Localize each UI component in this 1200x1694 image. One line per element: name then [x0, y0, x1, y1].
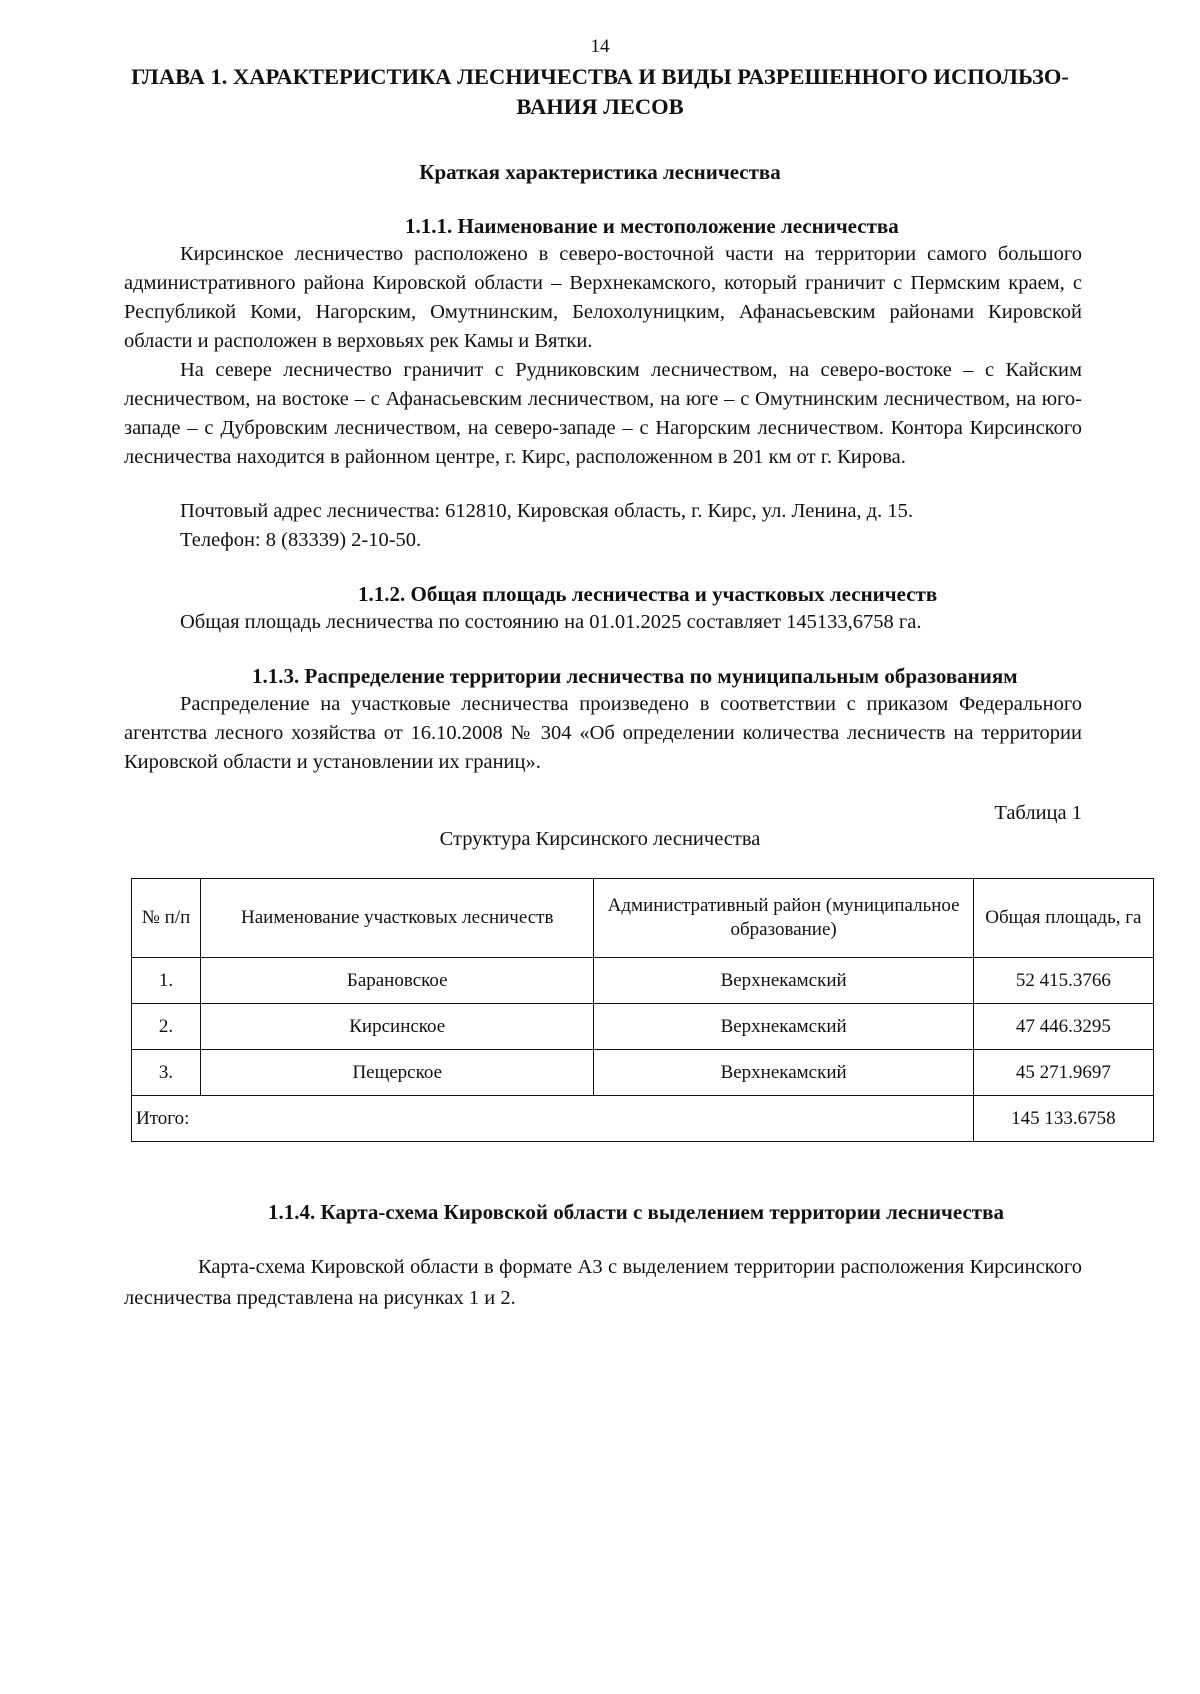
row-number: 1.	[132, 958, 201, 1004]
heading-1-1-2: 1.1.2. Общая площадь лесничества и участковых лесничеств	[358, 582, 938, 606]
postal-address: Почтовый адрес лесничества: 612810, Кировская область, г. Кирс, ул. Ленина, д. 15.	[180, 500, 913, 522]
table-row	[132, 958, 1154, 1004]
table-total-row	[132, 1096, 1154, 1142]
row-area: 52 415.3766	[973, 958, 1153, 1004]
paragraph-location: Кирсинское лесничество расположено в северо-восточной части на территории самого большого административного района Кировской области – Верхнекамского, который граничит с Пермским краем, с Республикой Коми, Нагорским, Омутнинским, Белохолуницким, Афанасьевским районами Кировской области и расположен в верховьях рек Камы и Вятки.	[124, 243, 1082, 352]
header-district: Административный район (муниципальное образование)	[594, 879, 973, 958]
header-name: Наименование участковых лесничеств	[201, 879, 594, 958]
row-name: Кирсинское	[201, 1004, 594, 1050]
row-number: 3.	[132, 1050, 201, 1096]
header-number: № п/п	[132, 879, 201, 958]
section-title: Краткая характеристика лесничества	[419, 160, 781, 184]
total-area-text: Общая площадь лесничества по состоянию на 01.01.2025 составляет 145133,6758 га.	[180, 611, 922, 633]
row-name: Барановское	[201, 958, 594, 1004]
paragraph-distribution: Распределение на участковые лесничества произведено в соответствии с приказом Федерального агентства лесного хозяйства от 16.10.2008 № 304 «Об определении количества лесничеств на территории Кировской области и установлении их границ».	[124, 693, 1082, 773]
phone-number: Телефон: 8 (83339) 2-10-50.	[180, 529, 422, 551]
paragraph-borders: На севере лесничество граничит с Рудниковским лесничеством, на северо-востоке – с Кайским лесничеством, на востоке – с Афанасьевским лесничеством, на юге – с Омутнинским лесничеством, на юго-западе – с Дубровским лесничеством, на северо-западе – с Нагорским лесничеством. Контора Кирсинского лесничества находится в районном центре, г. Кирс, расположенном в 201 км от г. Кирова.	[124, 359, 1082, 468]
heading-1-1-1: 1.1.1. Наименование и местоположение лесничества	[405, 214, 899, 238]
total-value: 145 133.6758	[973, 1096, 1153, 1142]
row-area: 47 446.3295	[973, 1004, 1153, 1050]
table-row	[132, 1050, 1154, 1096]
row-area: 45 271.9697	[973, 1050, 1153, 1096]
forestry-structure-table	[131, 878, 1154, 1142]
table-row	[132, 1004, 1154, 1050]
header-area: Общая площадь, га	[973, 879, 1153, 958]
paragraph-map: Карта-схема Кировской области в формате А3 с выделением территории расположения Кирсинского лесничества представлена на рисунках 1 и 2.	[124, 1256, 1082, 1309]
total-label: Итого:	[132, 1096, 974, 1142]
row-district: Верхнекамский	[594, 1004, 973, 1050]
row-name: Пещерское	[201, 1050, 594, 1096]
chapter-title: ГЛАВА 1. ХАРАКТЕРИСТИКА ЛЕСНИЧЕСТВА И ВИДЫ РАЗРЕШЕННОГО ИСПОЛЬЗО-ВАНИЯ ЛЕСОВ	[131, 64, 1069, 119]
table-header-row	[132, 879, 1154, 958]
row-district: Верхнекамский	[594, 1050, 973, 1096]
table-caption: Структура Кирсинского лесничества	[439, 828, 761, 850]
table-label: Таблица 1	[994, 802, 1082, 824]
page-number: 14	[590, 36, 610, 57]
heading-1-1-4: 1.1.4. Карта-схема Кировской области с выделением территории лесничества	[268, 1200, 1004, 1224]
row-number: 2.	[132, 1004, 201, 1050]
row-district: Верхнекамский	[594, 958, 973, 1004]
heading-1-1-3: 1.1.3. Распределение территории лесничества по муниципальным образованиям	[252, 664, 1018, 688]
